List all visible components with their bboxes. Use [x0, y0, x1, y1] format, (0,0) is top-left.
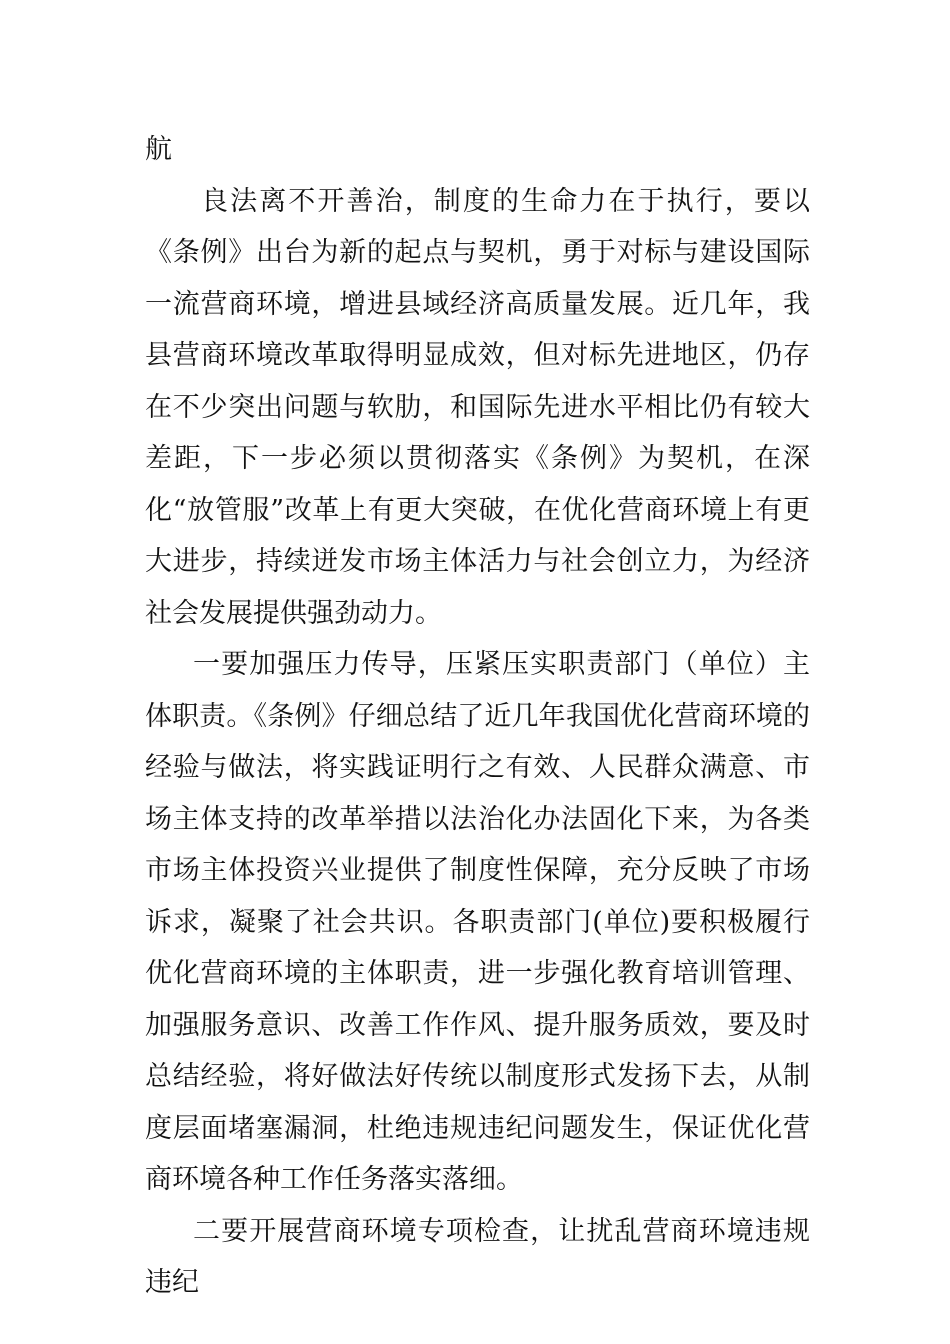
paragraph-first-point: 一要加强压力传导，压紧压实职责部门（单位）主体职责。《条例》仔细总结了近几年我国优化营商环境的经验与做法，将实践证明行之有效、人民群众满意、市场主体支持的改革举措以法治化办法固化下来，为各类市场主体投资兴业提供了制度性保障，充分反映了市场诉求，凝聚了社会共识。各职责部门(单位)要积极履行优化营商环境的主体职责，进一步强化教育培训管理、加强服务意识、改善工作作风、提升服务质效，要及时总结经验，将好做法好传统以制度形式发扬下去，从制度层面堵塞漏洞，杜绝违规违纪问题发生，保证优化营商环境各种工作任务落实落细。: [145, 649, 810, 1195]
paragraph-rule-of-law: 良法离不开善治，制度的生命力在于执行，要以《条例》出台为新的起点与契机，勇于对标与建设国际一流营商环境，增进县域经济高质量发展。近几年，我县营商环境改革取得明显成效，但对标先进地区，仍存在不少突出问题与软肋，和国际先进水平相比仍有较大差距，下一步必须以贯彻落实《条例》为契机，在深化“放管服”改革上有更大突破，在优化营商环境上有更大进步，持续迸发市场主体活力与社会创立力，为经济社会发展提供强劲动力。: [145, 185, 810, 629]
document-body: [145, 124, 810, 1309]
paragraph-second-point: 二要开展营商环境专项检查，让扰乱营商环境违规违纪: [145, 1215, 810, 1298]
paragraph-continuation: 航: [145, 134, 172, 165]
